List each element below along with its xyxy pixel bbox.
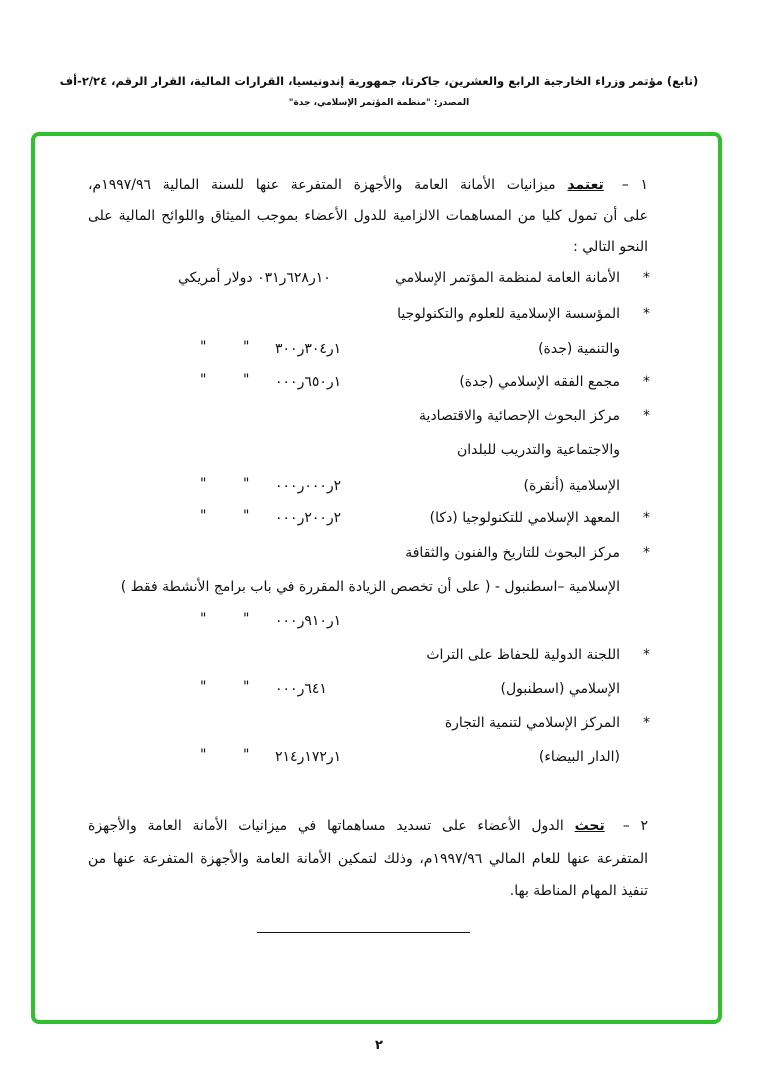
budget-item-amount: ١ر٩١٠ر٠٠٠ — [275, 613, 342, 629]
budget-item-label: والتنمية (جدة) — [538, 341, 620, 357]
bullet-icon: * — [643, 408, 650, 424]
ditto-mark: " — [200, 611, 207, 627]
budget-item-amount: ٢ر٠٠٠ر٠٠٠ — [275, 478, 342, 494]
budget-item-amount: ٦٤١ر٠٠٠ — [275, 681, 327, 697]
ditto-mark: " — [200, 679, 207, 695]
budget-item-amount: ١ر٦٥٠ر٠٠٠ — [275, 374, 342, 390]
para1-line1 — [88, 175, 648, 195]
para2-keyword: تحث — [574, 818, 605, 834]
para2-line3: تنفيذ المهام المناطة بها. — [509, 883, 648, 899]
budget-item-label: المعهد الإسلامي للتكنولوجيا (دكا) — [429, 510, 620, 526]
budget-item-label: (الدار البيضاء) — [538, 749, 620, 765]
ditto-mark: " — [243, 611, 250, 627]
bullet-icon: * — [643, 510, 650, 526]
para2-text: الدول الأعضاء على تسديد مساهماتها في ميزانيات الأمانة العامة والأجهزة — [88, 818, 564, 834]
budget-item-label: مركز البحوث للتاريخ والفنون والثقافة — [405, 545, 620, 561]
ditto-mark: " — [243, 372, 250, 388]
budget-item-label: اللجنة الدولية للحفاظ على التراث — [426, 647, 620, 663]
bullet-icon: * — [643, 715, 650, 731]
budget-item-label: مركز البحوث الإحصائية والاقتصادية — [419, 408, 620, 424]
budget-item-amount: ١ر٣٠٤ر٣٠٠ — [275, 341, 342, 357]
ditto-mark: " — [243, 476, 250, 492]
document-header-source: المصدر: "منظمة المؤتمر الإسلامي، جدة" — [288, 98, 470, 108]
para1-keyword: تعتمد — [567, 177, 604, 193]
budget-item-label: المؤسسة الإسلامية للعلوم والتكنولوجيا — [397, 306, 620, 322]
para1-line3: النحو التالي : — [573, 239, 648, 255]
ditto-mark: " — [200, 476, 207, 492]
para2-line1 — [88, 816, 648, 836]
budget-item-label: الأمانة العامة لمنظمة المؤتمر الإسلامي — [394, 270, 620, 286]
bullet-icon: * — [643, 306, 650, 322]
budget-item-label: الإسلامية (أنقرة) — [523, 478, 620, 494]
budget-item-label: والاجتماعية والتدريب للبلدان — [456, 442, 620, 458]
ditto-mark: " — [243, 679, 250, 695]
budget-item-label: مجمع الفقه الإسلامي (جدة) — [459, 374, 620, 390]
para1-line2: على أن تمول كليا من المساهمات الالزامية للدول الأعضاء بموجب الميثاق واللوائح المالية على — [88, 208, 648, 224]
ditto-mark: " — [243, 508, 250, 524]
para2-line2: المتفرعة عنها للعام المالي ١٩٩٧/٩٦م، وذلك لتمكين الأمانة العامة والأجهزة المتفرعة عنها من — [88, 851, 648, 867]
page-number: ٢ — [375, 1038, 383, 1053]
para1-number: ١ – — [621, 177, 649, 193]
para1-text: ميزانيات الأمانة العامة والأجهزة المتفرعة عنها للسنة المالية ١٩٩٧/٩٦م، — [88, 177, 556, 193]
para2-number: ٢ – — [622, 818, 649, 834]
bullet-icon: * — [643, 545, 650, 561]
ditto-mark: " — [200, 747, 207, 763]
budget-item-label: المركز الإسلامي لتنمية التجارة — [444, 715, 620, 731]
document-header-title: (تابع) مؤتمر وزراء الخارجية الرابع والعشرين، جاكرتا، جمهورية إندونيسيا، القرارات المالية، القرار الرقم، ٢/٢٤-أف — [59, 74, 699, 88]
budget-item-amount: ١٠ر٦٢٨ر٠٣١ دولار أمريكي — [178, 270, 331, 286]
separator-rule — [257, 932, 470, 933]
bullet-icon: * — [643, 270, 650, 286]
budget-item-label: الإسلامية –اسطنبول - ( على أن تخصص الزيادة المقررة في باب برامج الأنشطة فقط ) — [120, 579, 620, 595]
budget-item-label: الإسلامي (اسطنبول) — [500, 681, 620, 697]
budget-item-amount: ٢ر٢٠٠ر٠٠٠ — [275, 510, 342, 526]
ditto-mark: " — [243, 747, 250, 763]
ditto-mark: " — [200, 372, 207, 388]
ditto-mark: " — [243, 339, 250, 355]
budget-item-amount: ١ر١٧٢ر٢١٤ — [275, 749, 342, 765]
ditto-mark: " — [200, 339, 207, 355]
bullet-icon: * — [643, 647, 650, 663]
ditto-mark: " — [200, 508, 207, 524]
bullet-icon: * — [643, 374, 650, 390]
